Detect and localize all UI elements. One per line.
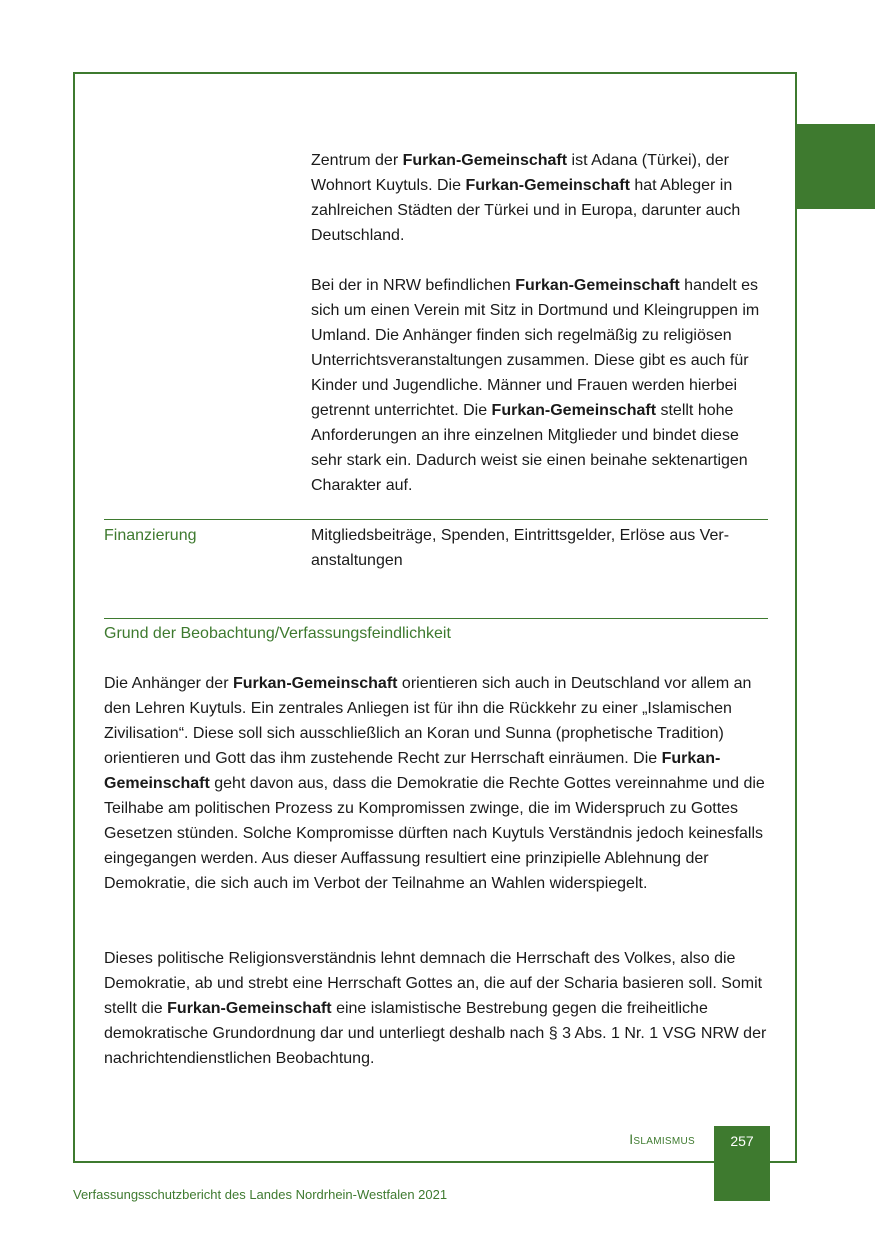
report-title: Verfassungsschutzbericht des Landes Nordrhein-Westfalen 2021 — [73, 1187, 448, 1202]
grund-paragraph-1 — [104, 671, 770, 896]
org-name-bold: Furkan-Gemeinschaft — [402, 152, 568, 169]
text-run: Zentrum der — [311, 152, 403, 169]
org-name-bold: Furkan-Gemeinschaft — [515, 277, 680, 294]
intro-paragraph-2 — [311, 273, 771, 498]
org-name-bold: Furkan-Gemeinschaft — [104, 750, 721, 792]
text-run: handelt es sich um einen Verein mit Sitz in Dortmund und Kleingruppen im Umland. Die Anhänger finden sich regelmäßig zu religiösen Unterrichtsveranstaltungen zusammen. Diese gibt es auch für Kinder und Jugendliche. Männer und Frauen werden hierbei getrennt unterrichtet. Die — [311, 277, 760, 419]
footer-section-name: Islamismus — [629, 1131, 695, 1147]
text-run: hat Ableger in zahlreichen Städten der Türkei und in Europa, darunter auch Deutschland. — [311, 177, 741, 244]
text-run: Die Anhänger der — [104, 675, 233, 692]
org-name-bold: Furkan-Gemeinschaft — [232, 675, 398, 692]
text-run: ist Adana (Türkei), der Wohnort Kuytuls. Die — [311, 152, 729, 194]
finanzierung-value: Mitgliedsbeiträge, Spenden, Eintrittsgelder, Erlöse aus Veranstaltungen — [311, 527, 730, 569]
section-divider — [104, 618, 768, 619]
text-run: Bei der in NRW befindlichen — [311, 277, 516, 294]
text-run: eine islamistische Bestrebung gegen die freiheitliche demokratische Grundordnung dar und unterliegt deshalb nach § 3 Abs. 1 Nr. 1 VSG NRW der nachrichtendienstlichen Beobachtung. — [104, 1000, 767, 1067]
org-name-bold: Furkan-Gemeinschaft — [167, 1000, 332, 1017]
grund-heading: Grund der Beobachtung/Verfassungsfeindlichkeit — [104, 625, 451, 642]
org-name-bold: Furkan-Gemeinschaft — [491, 402, 657, 419]
text-run: orientieren sich auch in Deutschland vor allem an den Lehren Kuytuls. Ein zentrales Anliegen ist für ihn die Rückkehr zu einer „Islamischen Zivilisation“. Diese soll sich ausschließlich an Koran und Sunna (prophetische Tradition) orientieren und Gott das ihm zustehende Recht zur Herrschaft einräumen. Die — [104, 675, 752, 767]
text-run: geht davon aus, dass die Demokratie die Rechte Gottes vereinnahme und die Teilhabe am politischen Prozess zu Kompromissen zwinge, die im Widerspruch zu Gottes Gesetzen stünden. Solche Kompromisse dürften nach Kuytuls Verständnis jedoch keinesfalls eingegangen werden. Aus dieser Auffassung resultiert eine prinzipielle Ablehnung der Demokratie, die sich auch im Verbot der Teilnahme an Wahlen widerspiegelt. — [104, 775, 765, 892]
text-run: Dieses politische Religionsverständnis lehnt demnach die Herrschaft des Volkes, also die Demokratie, ab und strebt eine Herrschaft Gottes an, die auf der Scharia basieren soll. Somit stellt die — [104, 950, 763, 1017]
chapter-tab-marker — [797, 124, 875, 209]
grund-paragraph-2 — [104, 946, 770, 1071]
intro-paragraph-1 — [311, 148, 771, 248]
page-number-box — [714, 1126, 770, 1201]
section-divider — [104, 519, 768, 520]
page-number: 257 — [730, 1133, 754, 1149]
finanzierung-label: Finanzierung — [104, 527, 197, 544]
text-run: stellt hohe Anforderungen an ihre einzelnen Mitglieder und bindet diese sehr stark ein. Dadurch weist sie einen beinahe sektenartigen Charakter auf. — [311, 402, 748, 494]
org-name-bold: Furkan-Gemeinschaft — [465, 177, 630, 194]
